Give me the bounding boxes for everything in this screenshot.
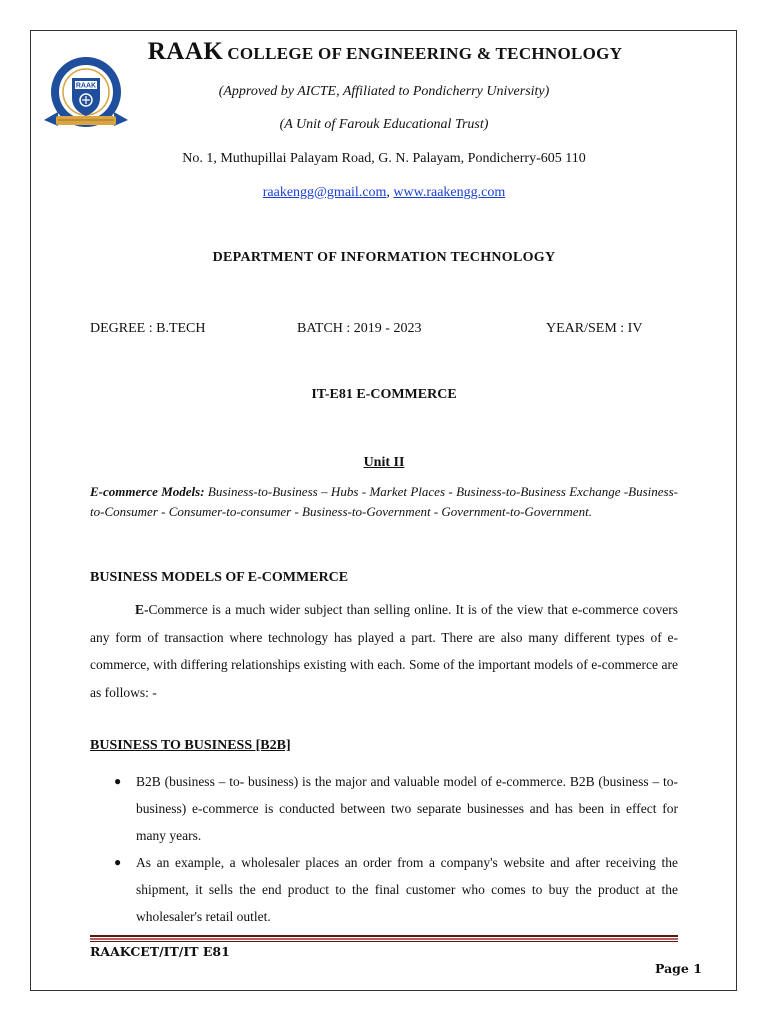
year-sem-label: YEAR/SEM : IV	[546, 321, 643, 336]
degree-label: DEGREE : B.TECH	[90, 321, 206, 336]
college-name-rest: COLLEGE OF ENGINEERING & TECHNOLOGY	[227, 44, 623, 63]
syllabus-topics: Business-to-Business – Hubs - Market Places - Business-to-Business Exchange -Business-to-Consumer - Consumer-to-consumer - Business-to-Government - Government-to-Government.	[90, 484, 678, 519]
logo-text: RAAK	[75, 82, 97, 90]
college-name	[140, 38, 630, 66]
bullet-text: As an example, a wholesaler places an order from a company's website and after receiving the shipment, it sells the end product to the final customer who comes to buy the product at the wholesaler's retail outlet.	[136, 855, 678, 924]
syllabus-text	[90, 482, 678, 522]
paragraph-body: Commerce is a much wider subject than selling online. It is of the view that e-commerce covers any form of transaction where technology has played a part. There are also many different types of e-commerce, with differing relationships existing with each. Some of the important models of e-commerce are as follows: -	[90, 602, 678, 700]
page-number: Page 1	[655, 961, 702, 976]
bullet-icon: ●	[114, 855, 122, 869]
course-title: IT-E81 E-COMMERCE	[311, 387, 457, 402]
approval-line: (Approved by AICTE, Affiliated to Pondicherry University)	[218, 84, 550, 99]
b2b-bullet-list	[90, 768, 678, 930]
college-name-short: RAAK	[147, 38, 224, 65]
department-title: DEPARTMENT OF INFORMATION TECHNOLOGY	[212, 250, 556, 265]
footer-rule-middle	[90, 938, 678, 940]
section-heading-b2b: BUSINESS TO BUSINESS [B2B]	[90, 738, 291, 753]
contact-separator: ,	[386, 185, 390, 200]
trust-line: (A Unit of Farouk Educational Trust)	[279, 117, 489, 132]
address-line: No. 1, Muthupillai Palayam Road, G. N. Palayam, Pondicherry-605 110	[182, 151, 586, 166]
footer-course-code: RAAKCET/IT/IT E81	[90, 944, 230, 959]
unit-title: Unit II	[363, 455, 405, 470]
list-item	[90, 768, 678, 849]
syllabus-label: E-commerce Models:	[90, 484, 205, 499]
footer-rule-bottom	[90, 941, 678, 942]
contact-line	[90, 185, 678, 201]
paragraph-lead: E-	[135, 602, 149, 617]
website-link[interactable]: www.raakengg.com	[393, 185, 506, 200]
batch-label: BATCH : 2019 - 2023	[297, 321, 422, 336]
bullet-text: B2B (business – to- business) is the major and valuable model of e-commerce. B2B (business – to- business) e-commerce is conducted between two separate businesses and has been in effect for many years.	[136, 774, 678, 843]
email-link[interactable]: raakengg@gmail.com	[262, 185, 387, 200]
business-models-paragraph	[90, 596, 678, 706]
section-heading-business-models: BUSINESS MODELS OF E-COMMERCE	[90, 570, 349, 585]
list-item	[90, 849, 678, 930]
bullet-icon: ●	[114, 774, 122, 788]
footer-rule-top	[90, 935, 678, 937]
